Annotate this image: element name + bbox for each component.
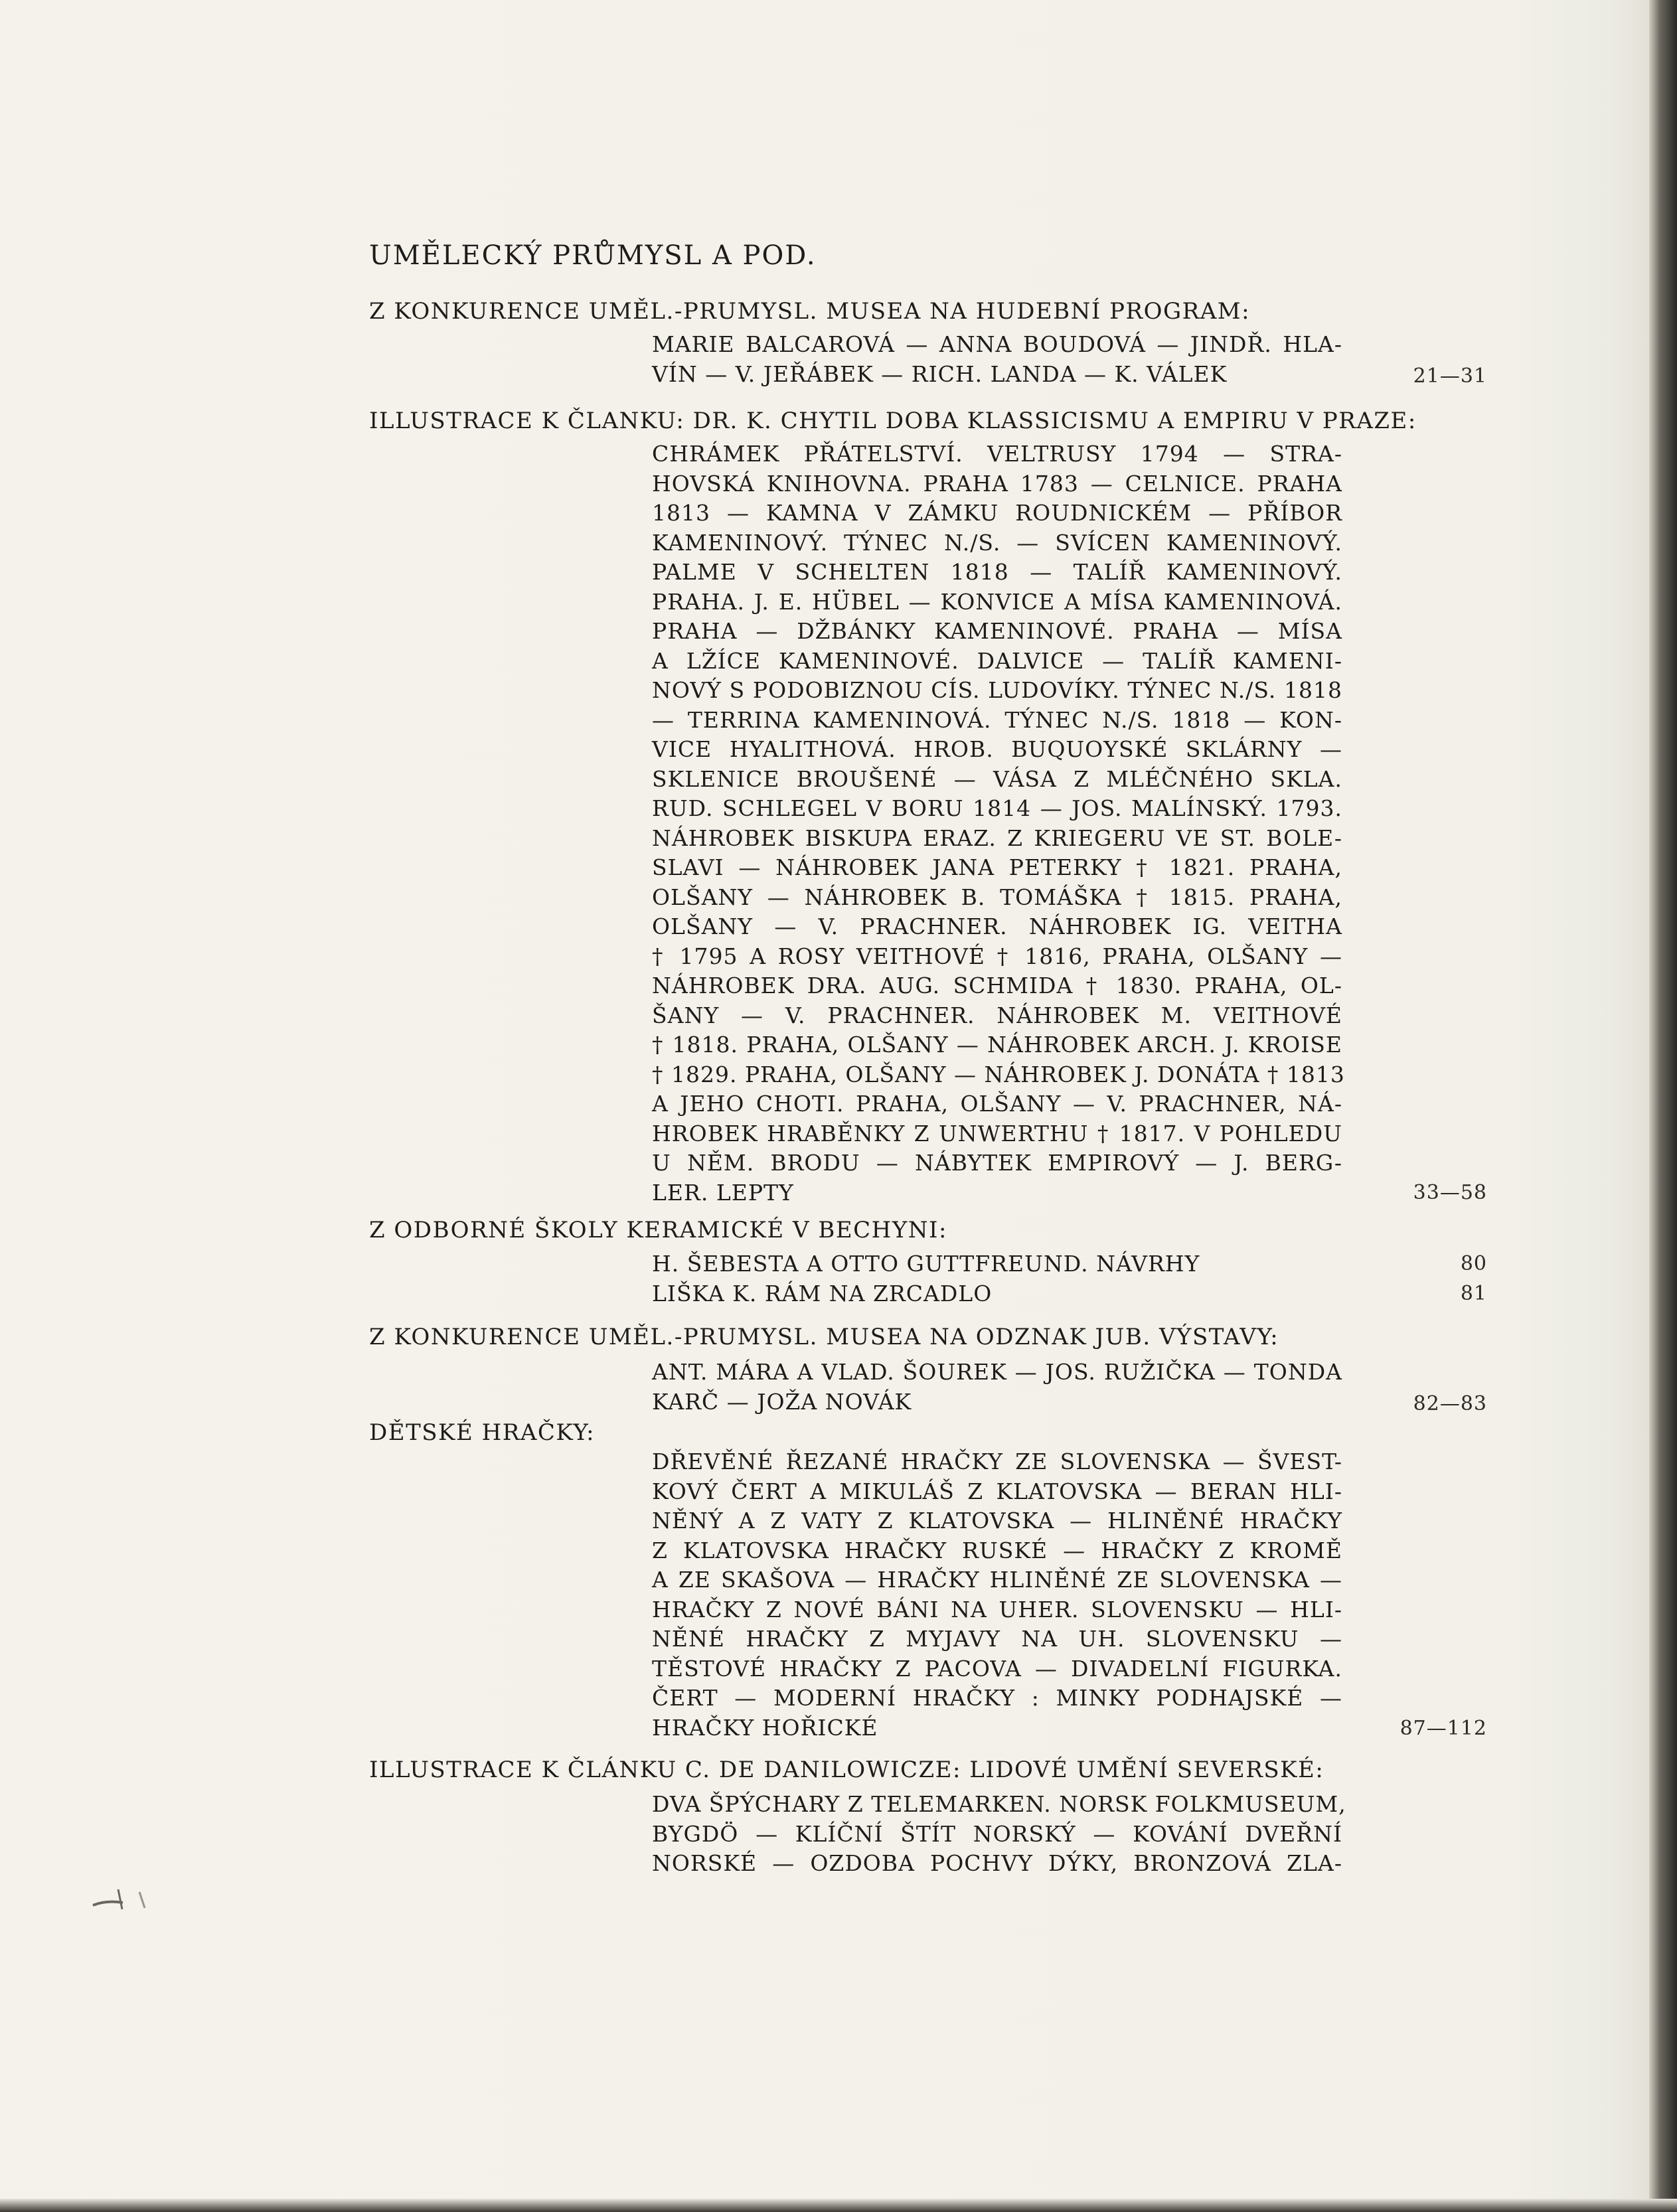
page-reference: 80 — [1460, 1252, 1487, 1275]
section-entry — [652, 1249, 1342, 1279]
page-reference: 21—31 — [1413, 364, 1487, 388]
page-bottom-edge — [0, 2199, 1677, 2212]
entry-line: VICE HYALITHOVÁ. HROB. BUQUOYSKÉ SKLÁRNY — — [652, 736, 1342, 762]
entry-line: H. ŠEBESTA A OTTO GUTTFREUND. NÁVRHY — [652, 1251, 1200, 1277]
entry-line: NOVÝ S PODOBIZNOU CÍS. LUDOVÍKY. TÝNEC N./S. 1818 — [652, 677, 1342, 703]
entry-line: NĚNÉ HRAČKY Z MYJAVY NA UH. SLOVENSKU — — [652, 1626, 1342, 1652]
entry-line: CHRÁMEK PŘÁTELSTVÍ. VELTRUSY 1794 — STRA- — [652, 441, 1342, 467]
entry-line: OLŠANY — NÁHROBEK B. TOMÁŠKA † 1815. PRAHA, — [652, 884, 1342, 910]
entry-line: VÍN — V. JEŘÁBEK — RICH. LANDA — K. VÁLEK — [652, 360, 1228, 387]
entry-line: PRAHA. J. E. HÜBEL — KONVICE A MÍSA KAMENINOVÁ. — [652, 588, 1342, 615]
page-reference: 82—83 — [1413, 1392, 1487, 1415]
entry-line: † 1818. PRAHA, OLŠANY — NÁHROBEK ARCH. J. KROISE — [652, 1032, 1342, 1058]
entry-line: ŠANY — V. PRACHNER. NÁHROBEK M. VEITHOVÉ — [652, 1002, 1342, 1028]
entry-line: † 1829. PRAHA, OLŠANY — NÁHROBEK J. DONÁTA † 1813 — [652, 1061, 1345, 1087]
entry-line: A JEHO CHOTI. PRAHA, OLŠANY — V. PRACHNER, NÁ- — [652, 1091, 1342, 1117]
entry-line: BYGDÖ — KLÍČNÍ ŠTÍT NORSKÝ — KOVÁNÍ DVEŘNÍ — [652, 1820, 1342, 1847]
entry-line: RUD. SCHLEGEL V BORU 1814 — JOS. MALÍNSKÝ. 1793. — [652, 795, 1342, 821]
section-entry — [652, 1790, 1346, 1879]
entry-line: PRAHA — DŽBÁNKY KAMENINOVÉ. PRAHA — MÍSA — [652, 618, 1342, 644]
entry-line: DŘEVĚNÉ ŘEZANÉ HRAČKY ZE SLOVENSKA — ŠVEST- — [652, 1449, 1342, 1474]
section-entry — [652, 330, 1342, 389]
section-entry — [652, 1447, 1342, 1743]
entry-line: LER. LEPTY — [652, 1179, 794, 1206]
book-gutter-shadow — [1649, 0, 1677, 2212]
entry-line: HRAČKY HOŘICKÉ — [652, 1714, 878, 1741]
entry-line: ANT. MÁRA A VLAD. ŠOUREK — JOS. RUŽIČKA — TONDA — [652, 1359, 1342, 1385]
entry-line: KOVÝ ČERT A MIKULÁŠ Z KLATOVSKA — BERAN HLI- — [652, 1478, 1342, 1504]
section-heading: Z KONKURENCE UMĚL.-PRUMYSL. MUSEA NA ODZNAK JUB. VÝSTAVY: — [369, 1324, 1279, 1350]
entry-line: HROBEK HRABĚNKY Z UNWERTHU † 1817. V POHLEDU — [652, 1120, 1342, 1146]
entry-line: OLŠANY — V. PRACHNER. NÁHROBEK IG. VEITHA — [652, 913, 1342, 939]
section-entry — [652, 1279, 1342, 1309]
section-heading: ILLUSTRACE K ČLÁNKU C. DE DANILOWICZE: LIDOVÉ UMĚNÍ SEVERSKÉ: — [369, 1757, 1324, 1783]
section-entry — [652, 1358, 1342, 1417]
entry-line: — TERRINA KAMENINOVÁ. TÝNEC N./S. 1818 — KON- — [652, 706, 1342, 733]
entry-line: † 1795 A ROSY VEITHOVÉ † 1816, PRAHA, OLŠANY — — [652, 943, 1342, 969]
entry-line: 1813 — KAMNA V ZÁMKU ROUDNICKÉM — PŘÍBOR — [652, 500, 1342, 526]
entry-line: NÁHROBEK DRA. AUG. SCHMIDA † 1830. PRAHA, OL- — [652, 973, 1342, 998]
entry-line: DVA ŠPÝCHARY Z TELEMARKEN. NORSK FOLKMUSEUM, — [652, 1791, 1346, 1817]
section-heading: Z ODBORNÉ ŠKOLY KERAMICKÉ V BECHYNI: — [369, 1217, 947, 1243]
entry-line: ČERT — MODERNÍ HRAČKY : MINKY PODHAJSKÉ — — [652, 1685, 1342, 1711]
entry-line: Z KLATOVSKA HRAČKY RUSKÉ — HRAČKY Z KROMĚ — [652, 1537, 1342, 1563]
entry-line: A LŽÍCE KAMENINOVÉ. DALVICE — TALÍŘ KAMENI- — [652, 647, 1342, 674]
page-reference: 81 — [1460, 1282, 1487, 1305]
entry-line: NĚNÝ A Z VATY Z KLATOVSKA — HLINĚNÉ HRAČKY — [652, 1508, 1342, 1534]
page-title: UMĚLECKÝ PRŮMYSL A POD. — [369, 240, 817, 271]
entry-line: A ZE SKAŠOVA — HRAČKY HLINĚNÉ ZE SLOVENSKA — — [652, 1567, 1342, 1593]
section-heading: ILLUSTRACE K ČLANKU: DR. K. CHYTIL DOBA KLASSICISMU A EMPIRU V PRAZE: — [369, 408, 1417, 434]
entry-line: KAMENINOVÝ. TÝNEC N./S. — SVÍCEN KAMENINOVÝ. — [652, 529, 1342, 556]
entry-line: LIŠKA K. RÁM NA ZRCADLO — [652, 1281, 993, 1306]
entry-line: HRAČKY Z NOVÉ BÁNI NA UHER. SLOVENSKU — HLI- — [652, 1596, 1342, 1622]
section-entry — [652, 439, 1345, 1208]
entry-line: TĚSTOVÉ HRAČKY Z PACOVA — DIVADELNÍ FIGURKA. — [652, 1655, 1342, 1682]
entry-line: KARČ — JOŽA NOVÁK — [652, 1388, 912, 1415]
entry-line: MARIE BALCAROVÁ — ANNA BOUDOVÁ — JINDŘ. HLA- — [652, 331, 1342, 357]
page-reference: 87—112 — [1399, 1717, 1487, 1740]
entry-line: HOVSKÁ KNIHOVNA. PRAHA 1783 — CELNICE. PRAHA — [652, 470, 1342, 497]
page-reference: 33—58 — [1413, 1181, 1487, 1204]
section-heading: DĚTSKÉ HRAČKY: — [369, 1419, 596, 1446]
entry-line: PALME V SCHELTEN 1818 — TALÍŘ KAMENINOVÝ. — [652, 559, 1342, 585]
entry-line: SKLENICE BROUŠENÉ — VÁSA Z MLÉČNÉHO SKLA. — [652, 765, 1342, 792]
entry-line: NÁHROBEK BISKUPA ERAZ. Z KRIEGERU VE ST. BOLE- — [652, 825, 1342, 851]
entry-line: NORSKÉ — OZDOBA POCHVY DÝKY, BRONZOVÁ ZLA- — [652, 1850, 1342, 1876]
section-heading: Z KONKURENCE UMĚL.-PRUMYSL. MUSEA NA HUDEBNÍ PROGRAM: — [369, 298, 1251, 325]
entry-line: SLAVI — NÁHROBEK JANA PETERKY † 1821. PRAHA, — [652, 854, 1342, 880]
entry-line: U NĚM. BRODU — NÁBYTEK EMPIROVÝ — J. BERG- — [652, 1150, 1342, 1176]
